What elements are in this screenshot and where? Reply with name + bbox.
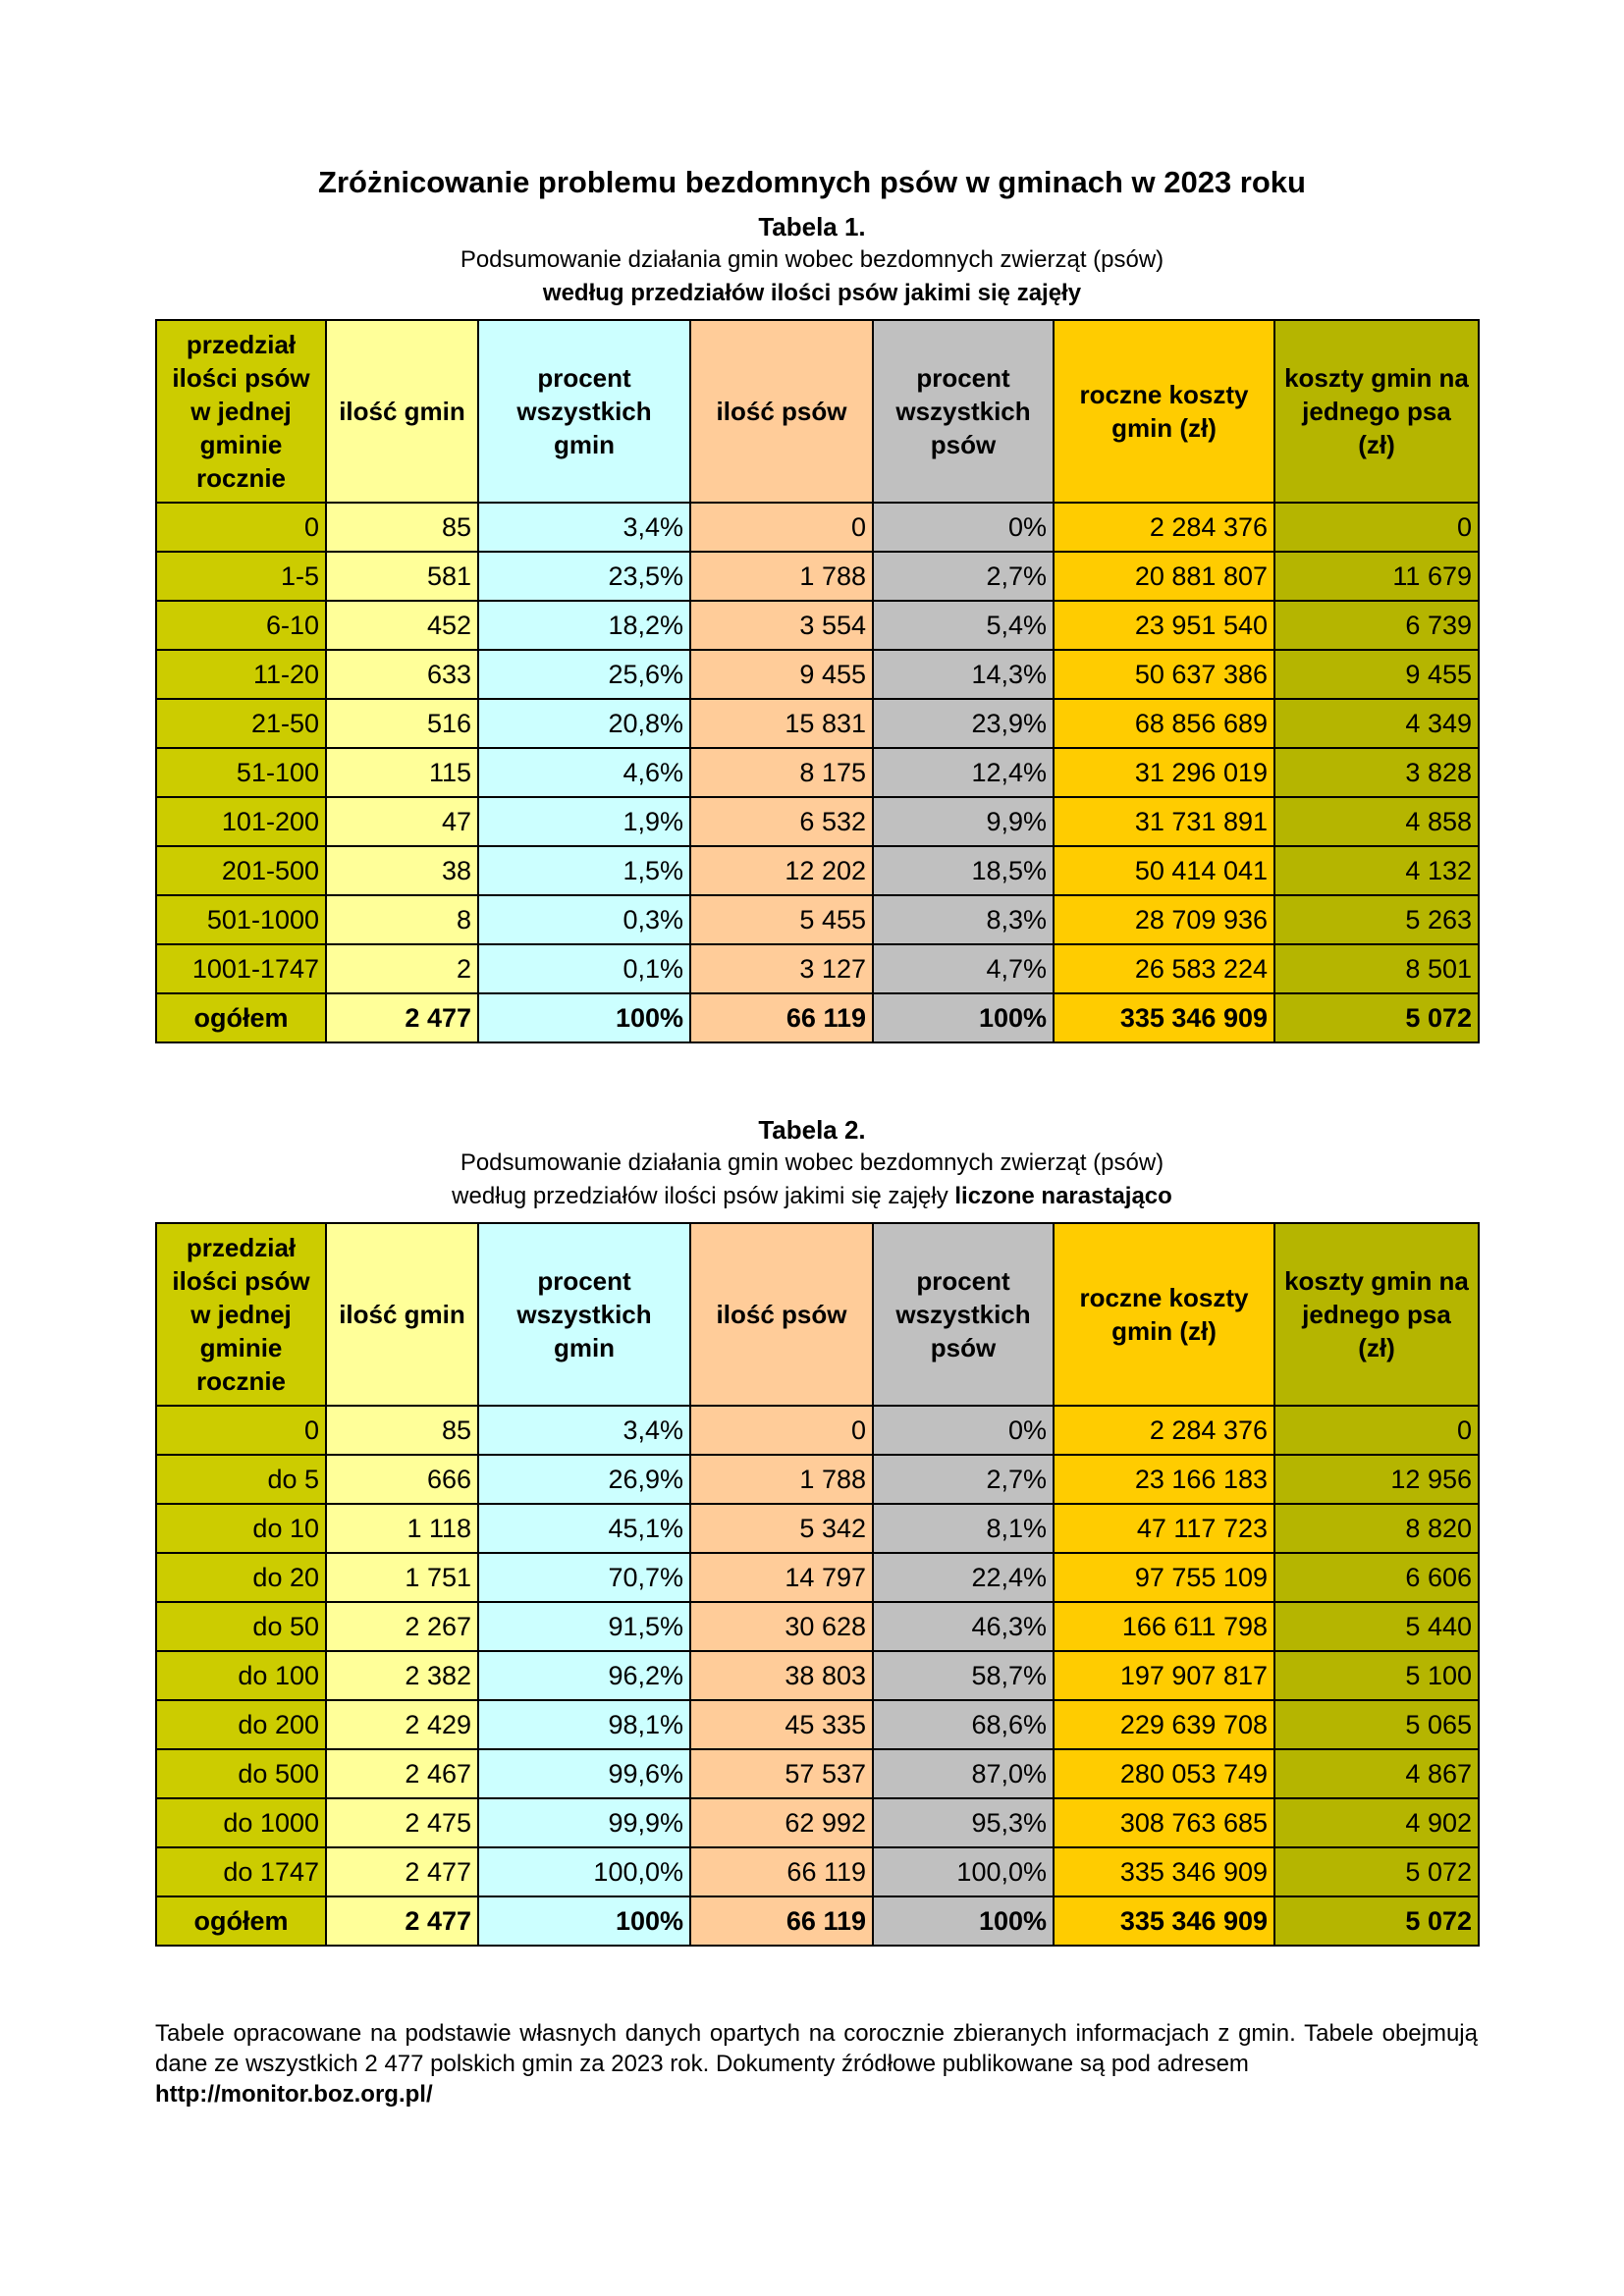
table-row (156, 1602, 1479, 1651)
cell-annual-cost: 26 583 224 (1054, 944, 1274, 993)
cell-interval: 11-20 (156, 650, 326, 699)
cell-cost-per-dog: 5 072 (1274, 1896, 1479, 1946)
cell-cost-per-dog: 11 679 (1274, 552, 1479, 601)
cell-gmin-percent: 18,2% (478, 601, 690, 650)
table-row (156, 895, 1479, 944)
cell-annual-cost: 68 856 689 (1054, 699, 1274, 748)
cell-gmin-count: 2 477 (326, 1896, 478, 1946)
table1-subtitle-bold: według przedziałów ilości psów jakimi się zajęły (542, 280, 1082, 306)
cell-cost-per-dog: 9 455 (1274, 650, 1479, 699)
cell-annual-cost: 23 166 183 (1054, 1455, 1274, 1504)
cell-interval: 1001-1747 (156, 944, 326, 993)
cell-interval: do 50 (156, 1602, 326, 1651)
cell-dog-percent: 8,3% (873, 895, 1054, 944)
cell-gmin-percent: 70,7% (478, 1553, 690, 1602)
cell-cost-per-dog: 5 100 (1274, 1651, 1479, 1700)
cell-dog-count: 0 (690, 1406, 873, 1455)
cell-annual-cost: 47 117 723 (1054, 1504, 1274, 1553)
cell-gmin-count: 1 751 (326, 1553, 478, 1602)
cell-dog-percent: 4,7% (873, 944, 1054, 993)
cell-gmin-count: 47 (326, 797, 478, 846)
cell-interval: do 200 (156, 1700, 326, 1749)
cell-dog-count: 1 788 (690, 1455, 873, 1504)
cell-interval: ogółem (156, 1896, 326, 1946)
cell-dog-percent: 8,1% (873, 1504, 1054, 1553)
cell-cost-per-dog: 12 956 (1274, 1455, 1479, 1504)
cell-gmin-count: 581 (326, 552, 478, 601)
table-row (156, 552, 1479, 601)
header-interval: przedział ilości psów w jednej gminie rocznie (156, 1223, 326, 1406)
cell-cost-per-dog: 4 349 (1274, 699, 1479, 748)
cell-dog-percent: 2,7% (873, 1455, 1054, 1504)
cell-dog-percent: 95,3% (873, 1798, 1054, 1847)
cell-cost-per-dog: 5 072 (1274, 993, 1479, 1042)
table2-header-row (156, 1223, 1479, 1406)
cell-dog-percent: 12,4% (873, 748, 1054, 797)
cell-gmin-count: 2 429 (326, 1700, 478, 1749)
cell-annual-cost: 31 731 891 (1054, 797, 1274, 846)
cell-dog-count: 3 554 (690, 601, 873, 650)
cell-interval: do 1747 (156, 1847, 326, 1896)
cell-cost-per-dog: 4 867 (1274, 1749, 1479, 1798)
cell-annual-cost: 50 414 041 (1054, 846, 1274, 895)
page-title: Zróżnicowanie problemu bezdomnych psów w gminach w 2023 roku (318, 165, 1306, 199)
header-annual-cost: roczne koszty gmin (zł) (1054, 1223, 1274, 1406)
cell-gmin-count: 85 (326, 1406, 478, 1455)
cell-dog-count: 62 992 (690, 1798, 873, 1847)
cell-annual-cost: 28 709 936 (1054, 895, 1274, 944)
cell-gmin-count: 38 (326, 846, 478, 895)
table2-label: Tabela 2. (758, 1115, 866, 1145)
cell-gmin-count: 85 (326, 503, 478, 552)
header-gmin-percent: procent wszystkich gmin (478, 1223, 690, 1406)
cell-gmin-percent: 91,5% (478, 1602, 690, 1651)
cell-dog-count: 12 202 (690, 846, 873, 895)
cell-gmin-percent: 1,9% (478, 797, 690, 846)
cell-cost-per-dog: 8 501 (1274, 944, 1479, 993)
table1-body (156, 503, 1479, 1042)
cell-gmin-percent: 0,1% (478, 944, 690, 993)
table-row (156, 1553, 1479, 1602)
header-cost-per-dog: koszty gmin na jednego psa (zł) (1274, 320, 1479, 503)
cell-dog-count: 8 175 (690, 748, 873, 797)
cell-interval: 6-10 (156, 601, 326, 650)
cell-gmin-count: 8 (326, 895, 478, 944)
header-dog-count: ilość psów (690, 1223, 873, 1406)
cell-gmin-percent: 45,1% (478, 1504, 690, 1553)
cell-gmin-count: 2 467 (326, 1749, 478, 1798)
table-total-row (156, 993, 1479, 1042)
cell-annual-cost: 280 053 749 (1054, 1749, 1274, 1798)
cell-annual-cost: 335 346 909 (1054, 993, 1274, 1042)
table2-subtitle: Podsumowanie działania gmin wobec bezdomnych zwierząt (psów) (460, 1149, 1164, 1176)
cell-cost-per-dog: 3 828 (1274, 748, 1479, 797)
cell-interval: 21-50 (156, 699, 326, 748)
table-row (156, 846, 1479, 895)
table2-caption (0, 1113, 1624, 1213)
cell-gmin-percent: 25,6% (478, 650, 690, 699)
table2-body (156, 1406, 1479, 1946)
cell-gmin-count: 115 (326, 748, 478, 797)
cell-annual-cost: 335 346 909 (1054, 1896, 1274, 1946)
cell-annual-cost: 166 611 798 (1054, 1602, 1274, 1651)
cell-interval: do 20 (156, 1553, 326, 1602)
cell-gmin-count: 2 (326, 944, 478, 993)
cell-dog-percent: 0% (873, 503, 1054, 552)
cell-annual-cost: 335 346 909 (1054, 1847, 1274, 1896)
table-row (156, 1847, 1479, 1896)
header-gmin-count: ilość gmin (326, 320, 478, 503)
table2 (155, 1222, 1480, 1947)
cell-dog-percent: 100,0% (873, 1847, 1054, 1896)
cell-annual-cost: 197 907 817 (1054, 1651, 1274, 1700)
cell-annual-cost: 31 296 019 (1054, 748, 1274, 797)
cell-interval: 101-200 (156, 797, 326, 846)
cell-dog-percent: 5,4% (873, 601, 1054, 650)
cell-dog-percent: 58,7% (873, 1651, 1054, 1700)
cell-dog-count: 30 628 (690, 1602, 873, 1651)
cell-dog-count: 6 532 (690, 797, 873, 846)
cell-gmin-percent: 26,9% (478, 1455, 690, 1504)
cell-interval: 201-500 (156, 846, 326, 895)
cell-dog-count: 3 127 (690, 944, 873, 993)
cell-gmin-percent: 96,2% (478, 1651, 690, 1700)
cell-gmin-count: 2 267 (326, 1602, 478, 1651)
cell-gmin-count: 1 118 (326, 1504, 478, 1553)
cell-gmin-percent: 99,6% (478, 1749, 690, 1798)
cell-dog-percent: 0% (873, 1406, 1054, 1455)
cell-gmin-count: 2 477 (326, 1847, 478, 1896)
cell-dog-percent: 22,4% (873, 1553, 1054, 1602)
header-dog-count: ilość psów (690, 320, 873, 503)
cell-cost-per-dog: 5 072 (1274, 1847, 1479, 1896)
table-row (156, 1406, 1479, 1455)
cell-annual-cost: 20 881 807 (1054, 552, 1274, 601)
cell-gmin-percent: 23,5% (478, 552, 690, 601)
cell-interval: do 100 (156, 1651, 326, 1700)
table-row (156, 1798, 1479, 1847)
table-row (156, 1651, 1479, 1700)
cell-gmin-percent: 3,4% (478, 503, 690, 552)
cell-gmin-count: 666 (326, 1455, 478, 1504)
cell-annual-cost: 2 284 376 (1054, 503, 1274, 552)
cell-dog-percent: 9,9% (873, 797, 1054, 846)
cell-annual-cost: 23 951 540 (1054, 601, 1274, 650)
header-dog-percent: procent wszystkich psów (873, 1223, 1054, 1406)
cell-gmin-percent: 99,9% (478, 1798, 690, 1847)
cell-interval: 501-1000 (156, 895, 326, 944)
cell-gmin-percent: 20,8% (478, 699, 690, 748)
cell-dog-percent: 100% (873, 1896, 1054, 1946)
cell-gmin-percent: 4,6% (478, 748, 690, 797)
cell-dog-count: 5 455 (690, 895, 873, 944)
header-interval: przedział ilości psów w jednej gminie rocznie (156, 320, 326, 503)
cell-gmin-count: 2 475 (326, 1798, 478, 1847)
table2-subtitle-2: według przedziałów ilości psów jakimi się zajęły liczone narastająco (452, 1183, 1172, 1209)
cell-annual-cost: 229 639 708 (1054, 1700, 1274, 1749)
cell-gmin-count: 633 (326, 650, 478, 699)
footnote-text: Tabele opracowane na podstawie własnych danych opartych na corocznie zbieranych informacjach z gmin. Tabele obejmują dane ze wszystkich 2 477 polskich gmin za 2023 rok. Dokumenty źródłowe publikowane są pod adresem (155, 2020, 1478, 2077)
cell-gmin-percent: 98,1% (478, 1700, 690, 1749)
header-gmin-percent: procent wszystkich gmin (478, 320, 690, 503)
cell-dog-count: 45 335 (690, 1700, 873, 1749)
header-cost-per-dog: koszty gmin na jednego psa (zł) (1274, 1223, 1479, 1406)
cell-gmin-percent: 100% (478, 993, 690, 1042)
cell-annual-cost: 50 637 386 (1054, 650, 1274, 699)
cell-interval: do 10 (156, 1504, 326, 1553)
cell-dog-percent: 87,0% (873, 1749, 1054, 1798)
table-row (156, 1455, 1479, 1504)
header-annual-cost: roczne koszty gmin (zł) (1054, 320, 1274, 503)
table-row (156, 1700, 1479, 1749)
cell-interval: 0 (156, 1406, 326, 1455)
cell-dog-percent: 14,3% (873, 650, 1054, 699)
table1 (155, 319, 1480, 1043)
cell-dog-count: 0 (690, 503, 873, 552)
cell-gmin-count: 2 477 (326, 993, 478, 1042)
cell-dog-percent: 18,5% (873, 846, 1054, 895)
table-total-row (156, 1896, 1479, 1946)
cell-interval: 0 (156, 503, 326, 552)
cell-cost-per-dog: 0 (1274, 1406, 1479, 1455)
cell-dog-count: 15 831 (690, 699, 873, 748)
cell-cost-per-dog: 5 065 (1274, 1700, 1479, 1749)
table1-caption (0, 210, 1624, 310)
cell-gmin-percent: 3,4% (478, 1406, 690, 1455)
cell-interval: do 500 (156, 1749, 326, 1798)
table-row (156, 1749, 1479, 1798)
cell-cost-per-dog: 0 (1274, 503, 1479, 552)
table-row (156, 797, 1479, 846)
cell-gmin-count: 516 (326, 699, 478, 748)
cell-dog-percent: 23,9% (873, 699, 1054, 748)
cell-gmin-count: 452 (326, 601, 478, 650)
cell-dog-count: 5 342 (690, 1504, 873, 1553)
table1-header-row (156, 320, 1479, 503)
cell-cost-per-dog: 5 263 (1274, 895, 1479, 944)
table-row (156, 699, 1479, 748)
cell-cost-per-dog: 6 606 (1274, 1553, 1479, 1602)
cell-interval: do 5 (156, 1455, 326, 1504)
cell-cost-per-dog: 4 858 (1274, 797, 1479, 846)
cell-dog-count: 66 119 (690, 1896, 873, 1946)
source-link[interactable]: http://monitor.boz.org.pl/ (155, 2081, 433, 2108)
header-dog-percent: procent wszystkich psów (873, 320, 1054, 503)
cell-cost-per-dog: 6 739 (1274, 601, 1479, 650)
cell-annual-cost: 2 284 376 (1054, 1406, 1274, 1455)
cell-dog-count: 57 537 (690, 1749, 873, 1798)
cell-interval: 51-100 (156, 748, 326, 797)
table-row (156, 1504, 1479, 1553)
cell-annual-cost: 308 763 685 (1054, 1798, 1274, 1847)
cell-dog-percent: 46,3% (873, 1602, 1054, 1651)
header-gmin-count: ilość gmin (326, 1223, 478, 1406)
cell-dog-count: 1 788 (690, 552, 873, 601)
cell-dog-percent: 100% (873, 993, 1054, 1042)
table-row (156, 601, 1479, 650)
table1-label: Tabela 1. (758, 212, 866, 241)
cell-gmin-percent: 1,5% (478, 846, 690, 895)
cell-dog-count: 66 119 (690, 1847, 873, 1896)
cell-gmin-percent: 0,3% (478, 895, 690, 944)
cell-dog-count: 66 119 (690, 993, 873, 1042)
cell-dog-percent: 68,6% (873, 1700, 1054, 1749)
cell-dog-percent: 2,7% (873, 552, 1054, 601)
cell-gmin-percent: 100,0% (478, 1847, 690, 1896)
cell-gmin-percent: 100% (478, 1896, 690, 1946)
cell-cost-per-dog: 4 902 (1274, 1798, 1479, 1847)
cell-annual-cost: 97 755 109 (1054, 1553, 1274, 1602)
cell-dog-count: 14 797 (690, 1553, 873, 1602)
cell-cost-per-dog: 8 820 (1274, 1504, 1479, 1553)
cell-cost-per-dog: 4 132 (1274, 846, 1479, 895)
cell-interval: do 1000 (156, 1798, 326, 1847)
cell-interval: ogółem (156, 993, 326, 1042)
table-row (156, 944, 1479, 993)
table1-subtitle: Podsumowanie działania gmin wobec bezdomnych zwierząt (psów) (460, 246, 1164, 273)
table-row (156, 503, 1479, 552)
cell-interval: 1-5 (156, 552, 326, 601)
cell-cost-per-dog: 5 440 (1274, 1602, 1479, 1651)
cell-dog-count: 9 455 (690, 650, 873, 699)
footnote (155, 2018, 1478, 2109)
table-row (156, 650, 1479, 699)
table-row (156, 748, 1479, 797)
cell-gmin-count: 2 382 (326, 1651, 478, 1700)
cell-dog-count: 38 803 (690, 1651, 873, 1700)
